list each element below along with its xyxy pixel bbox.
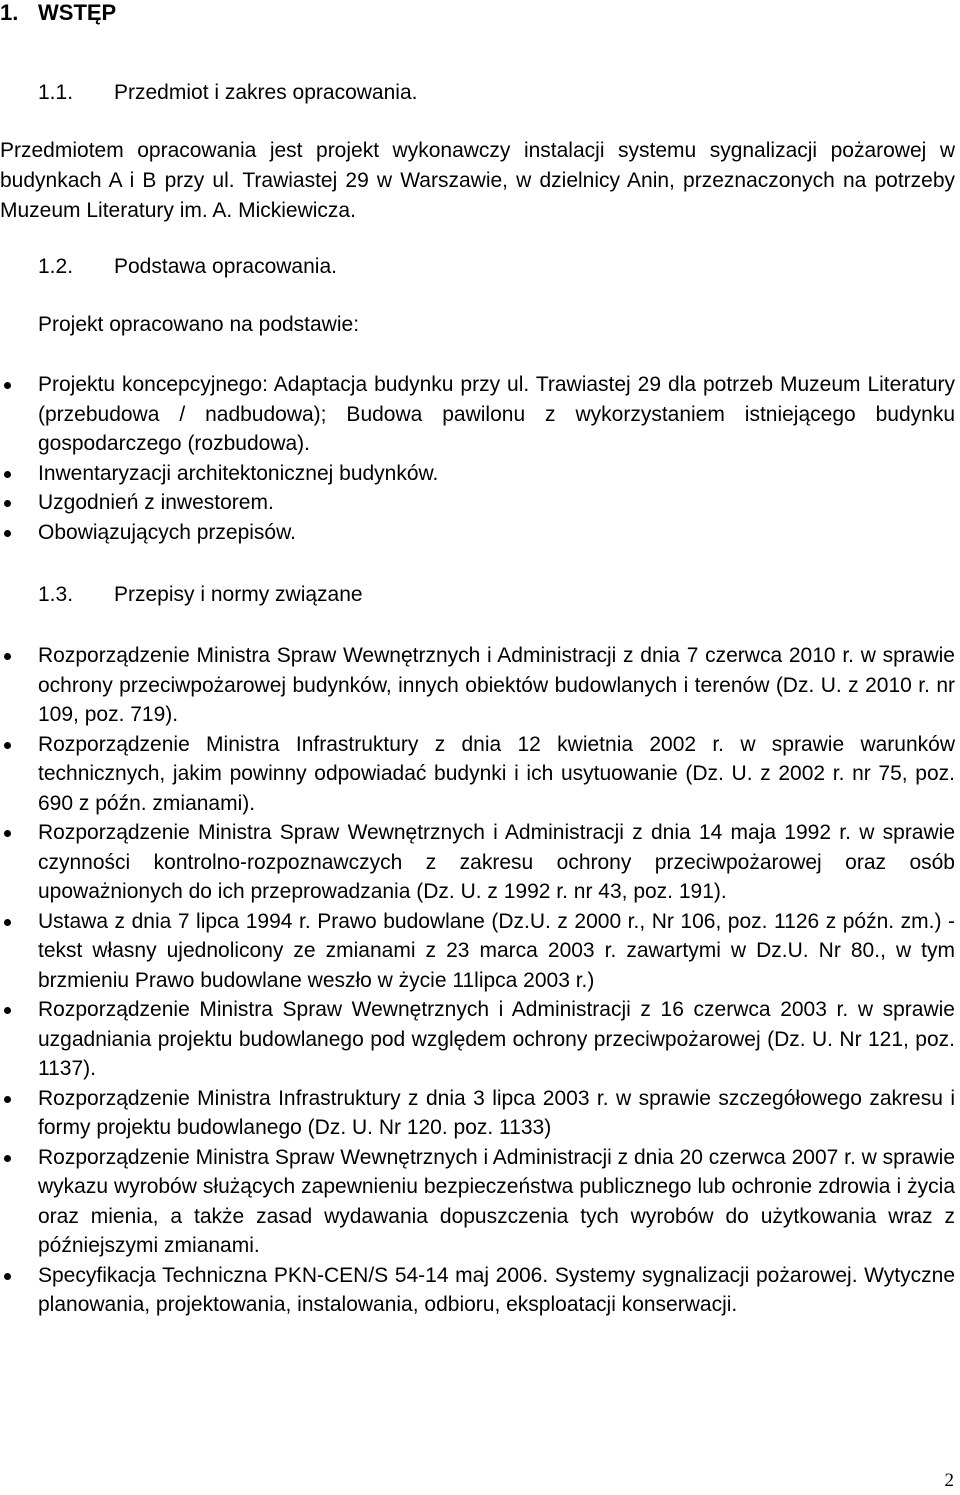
page-number: 2 [944,1470,954,1491]
list-item [0,907,955,996]
bullet-icon [4,1273,11,1280]
section-title: Podstawa opracowania. [114,255,337,278]
section-heading-1-1 [38,80,417,106]
section-1-1-paragraph: Przedmiotem opracowania jest projekt wykonawczy instalacji systemu sygnalizacji pożarowej w budynkach A i B przy ul. Trawiastej 29 w Warszawie, w dzielnicy Anin, przeznaczonych na potrzeby Muzeum Literatury im. A. Mickiewicza. [0,139,955,222]
bullet-icon [4,1096,11,1103]
section-number: 1.1. [38,81,74,104]
section-heading-1-2 [38,254,337,280]
list-item [0,1261,955,1320]
list-item [0,1084,955,1143]
list-item-text: Inwentaryzacji architektonicznej budynków. [38,461,439,485]
chapter-heading [0,0,116,26]
list-item [0,818,955,907]
bullet-icon [4,471,11,478]
list-item-text: Rozporządzenie Ministra Spraw Wewnętrznych i Administracji z 16 czerwca 2003 r. w sprawie uzgadniania projektu budowlanego pod względem ochrony przeciwpożarowej (Dz. U. Nr 121, poz. 1137). [38,998,955,1080]
bullet-icon [4,500,11,507]
regulations-list [0,641,955,1320]
bullet-icon [4,1007,11,1014]
chapter-title: WSTĘP [38,0,117,25]
list-item [0,518,955,548]
list-item [0,459,955,489]
section-number: 1.2. [38,255,74,278]
section-title: Przedmiot i zakres opracowania. [114,81,418,104]
list-item-text: Ustawa z dnia 7 lipca 1994 r. Prawo budowlane (Dz.U. z 2000 r., Nr 106, poz. 1126 z późn. zm.) - tekst własny ujednolicony ze zmianami z 23 marca 2003 r. zawartymi w Dz.U. Nr 80., w tym brzmieniu Prawo budowlane weszło w życie 11lipca 2003 r.) [38,909,955,992]
bullet-icon [4,830,11,837]
section-heading-1-3 [38,582,363,608]
list-item [0,641,955,730]
list-item-text: Rozporządzenie Ministra Infrastruktury z dnia 3 lipca 2003 r. w sprawie szczegółowego zakresu i formy projektu budowlanego (Dz. U. Nr 120. poz. 1133) [38,1086,955,1139]
list-item-text: Specyfikacja Techniczna PKN-CEN/S 54-14 maj 2006. Systemy sygnalizacji pożarowej. Wytyczne planowania, projektowania, instalowania, odbioru, eksploatacji konserwacji. [38,1263,955,1316]
list-item-text: Projektu koncepcyjnego: Adaptacja budynku przy ul. Trawiastej 29 dla potrzeb Muzeum Literatury (przebudowa / nadbudowa); Budowa pawilonu z wykorzystaniem istniejącego budynku gospodarczego (rozbudowa). [38,373,955,455]
bullet-icon [4,742,11,749]
list-item-text: Rozporządzenie Ministra Spraw Wewnętrznych i Administracji z dnia 7 czerwca 2010 r. w sprawie ochrony przeciwpożarowej budynków, innych obiektów budowlanych i terenów (Dz. U. z 2010 r. nr 109, poz. 719). [38,644,955,726]
list-item [0,730,955,819]
bullet-icon [4,1155,11,1162]
bullet-icon [4,919,11,926]
section-title: Przepisy i normy związane [114,583,363,606]
list-item [0,370,955,459]
bullet-icon [4,382,11,389]
list-item-text: Rozporządzenie Ministra Spraw Wewnętrznych i Administracji z dnia 14 maja 1992 r. w sprawie czynności kontrolno-rozpoznawczych z zakresu ochrony przeciwpożarowej oraz osób upoważnionych do ich przeprowadzania (Dz. U. z 1992 r. nr 43, poz. 191). [38,821,955,903]
list-item-text: Obowiązujących przepisów. [38,520,296,544]
list-item-text: Rozporządzenie Ministra Infrastruktury z dnia 12 kwietnia 2002 r. w sprawie warunków technicznych, jakim powinny odpowiadać budynki i ich usytuowanie (Dz. U. z 2002 r. nr 75, poz. 690 z późn. zmianami). [38,732,955,815]
basis-list [0,370,955,547]
bullet-icon [4,653,11,660]
chapter-number: 1. [0,0,19,25]
list-item-text: Rozporządzenie Ministra Spraw Wewnętrznych i Administracji z dnia 20 czerwca 2007 r. w sprawie wykazu wyrobów służących zapewnieniu bezpieczeństwa publicznego lub ochronie zdrowia i życia oraz mienia, a także zasad wydawania dopuszczenia tych wyrobów do użytkowania wraz z późniejszymi zmianami. [38,1145,955,1257]
bullet-icon [4,530,11,537]
list-item [0,995,955,1084]
section-1-2-intro: Projekt opracowano na podstawie: [38,313,360,336]
section-number: 1.3. [38,583,74,606]
list-item [0,1143,955,1261]
list-item [0,488,955,518]
list-item-text: Uzgodnień z inwestorem. [38,491,274,514]
